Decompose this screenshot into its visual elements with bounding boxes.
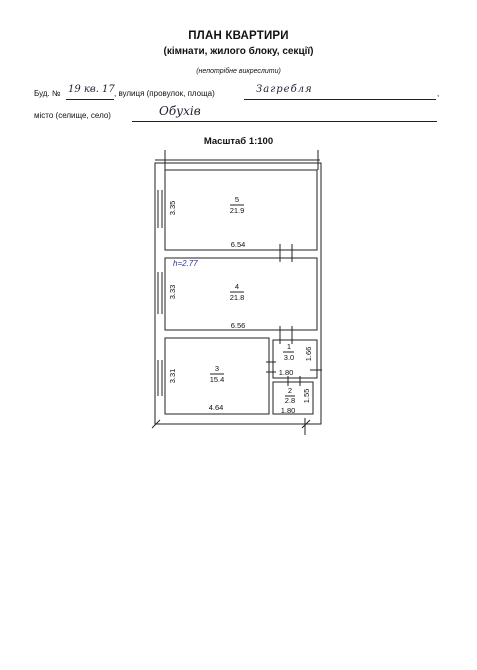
- dim-room5-width: 6.54: [230, 240, 246, 249]
- room-4-number: 4: [234, 282, 240, 291]
- dim-room4-width: 6.56: [230, 321, 246, 330]
- scale-label: Масштаб 1:100: [203, 136, 274, 147]
- room-4-area: 21.8: [229, 293, 245, 302]
- building-value: 19 кв. 17: [68, 84, 115, 95]
- street-label: , вулиця (провулок, площа): [114, 89, 215, 98]
- dim-room1-height: 1.66: [304, 346, 313, 362]
- room-1-number: 1: [286, 342, 292, 351]
- dim-room3-width: 4.64: [208, 403, 224, 412]
- dim-room2-width: 1.80: [280, 406, 296, 415]
- strike-note: (непотрібне викреслити): [196, 68, 281, 75]
- street-value: Загребля: [256, 84, 313, 95]
- dim-room1-width: 1.80: [278, 368, 294, 377]
- street-comma: ,: [437, 89, 440, 98]
- dim-room4-height: 3.33: [168, 284, 177, 300]
- city-value: Обухів: [159, 104, 201, 118]
- building-label: Буд. №: [34, 89, 61, 98]
- room-1-area: 3.0: [283, 353, 295, 362]
- document-subtitle: (кімнати, жилого блоку, секції): [163, 46, 314, 57]
- room-2-area: 2.8: [284, 396, 296, 405]
- document-title: ПЛАН КВАРТИРИ: [188, 30, 289, 42]
- dim-room3-height: 3.31: [168, 368, 177, 384]
- room-3-number: 3: [214, 364, 220, 373]
- dim-room5-height: 3.35: [168, 200, 177, 216]
- city-label: місто (селище, село): [34, 111, 111, 120]
- room-2-number: 2: [287, 386, 293, 395]
- ceiling-height-note: h=2.77: [173, 259, 198, 268]
- room-5-area: 21.9: [229, 206, 245, 215]
- room-3-area: 15.4: [209, 375, 225, 384]
- dim-room2-height: 1.55: [302, 388, 311, 404]
- room-5-number: 5: [234, 195, 240, 204]
